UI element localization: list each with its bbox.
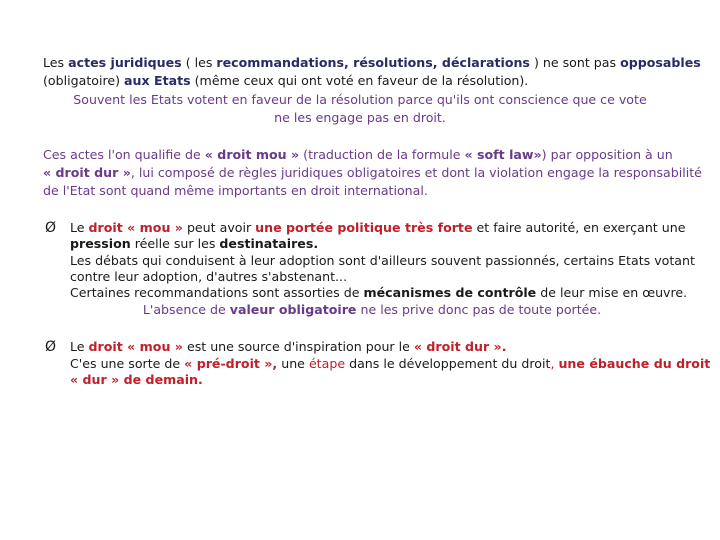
term-droit-dur: « droit dur »	[43, 165, 131, 180]
bullet2-line2	[70, 356, 710, 372]
para1-line2	[43, 73, 528, 89]
text: et faire autorité, en exerçant une	[472, 220, 686, 235]
term-mecanismes-controle: mécanismes de contrôle	[363, 285, 537, 300]
para2-line3: de l'Etat sont quand même importants en droit international.	[43, 183, 428, 198]
term-ebauche: une ébauche du droit	[558, 356, 711, 371]
para2-line1	[43, 147, 673, 163]
term-destinataires: destinataires.	[219, 236, 319, 251]
bullet1-line3: Les débats qui conduisent à leur adoption sont d'ailleurs souvent passionnés, certains Etats votant	[70, 253, 695, 268]
bullet1-line5	[70, 285, 687, 301]
text: , lui composé de règles juridiques obligatoires et dont la violation engage la responsabilité	[130, 165, 702, 180]
term-actes-juridiques: actes juridiques	[68, 55, 182, 70]
para1-line3: Souvent les Etats votent en faveur de la résolution parce qu'ils ont conscience que ce vote	[73, 92, 647, 107]
text: ,	[550, 356, 559, 371]
term-droit-dur: « droit dur ».	[413, 339, 507, 354]
text: une	[277, 356, 309, 371]
arrow-bullet-icon: Ø	[45, 220, 57, 236]
term-droit-mou: droit « mou »	[88, 220, 183, 235]
term-portee-politique: une portée politique très forte	[255, 220, 473, 235]
term-recommandations: recommandations, résolutions, déclarations	[216, 55, 530, 70]
term-droit-mou: droit « mou »	[88, 339, 183, 354]
text: (traduction de la formule	[299, 147, 465, 162]
arrow-bullet-icon: Ø	[45, 339, 57, 355]
text: réelle sur les	[130, 236, 220, 251]
text: Ces actes l'on qualifie de	[43, 147, 205, 162]
text: ) par opposition à un	[541, 147, 673, 162]
text: ne les prive donc pas de toute portée.	[356, 302, 602, 317]
bullet1-line4: contre leur adoption, d'autres s'abstenant...	[70, 269, 348, 284]
text: Certaines recommandations sont assorties de	[70, 285, 364, 300]
phrase-engage-droit: ne les engage pas en droit	[274, 110, 442, 125]
text: de leur mise en œuvre.	[536, 285, 688, 300]
text: peut avoir	[182, 220, 256, 235]
text: C'es une sorte de	[70, 356, 185, 371]
para1-line1	[43, 55, 701, 71]
term-pression: pression	[70, 236, 131, 251]
text: (même ceux qui ont voté en faveur de la résolution).	[190, 73, 529, 88]
text: Le	[70, 339, 89, 354]
term-valeur-obligatoire: valeur obligatoire	[229, 302, 357, 317]
term-droit-mou: « droit mou »	[204, 147, 300, 162]
text: L'absence de	[142, 302, 230, 317]
bullet2-line3: « dur » de demain.	[70, 372, 203, 387]
term-etape: étape	[308, 356, 346, 371]
term-soft-law: « soft law»	[464, 147, 542, 162]
text: Le	[70, 220, 89, 235]
bullet1-line2	[70, 236, 318, 252]
term-opposables: opposables	[620, 55, 701, 70]
text: est une source d'inspiration pour le	[182, 339, 414, 354]
bullet1-line6	[0, 302, 720, 318]
para1-line4	[0, 110, 720, 126]
para2-line2	[43, 165, 702, 181]
term-aux-etats: aux Etats	[124, 73, 191, 88]
text: Les	[43, 55, 69, 70]
bullet1-line1	[70, 220, 685, 236]
term-pre-droit: « pré-droit »,	[184, 356, 278, 371]
text: .	[441, 110, 446, 125]
text: ) ne sont pas	[529, 55, 621, 70]
text: dans le développement du droit	[345, 356, 551, 371]
bullet2-line1	[70, 339, 506, 355]
text: (obligatoire)	[43, 73, 125, 88]
text: ( les	[181, 55, 217, 70]
